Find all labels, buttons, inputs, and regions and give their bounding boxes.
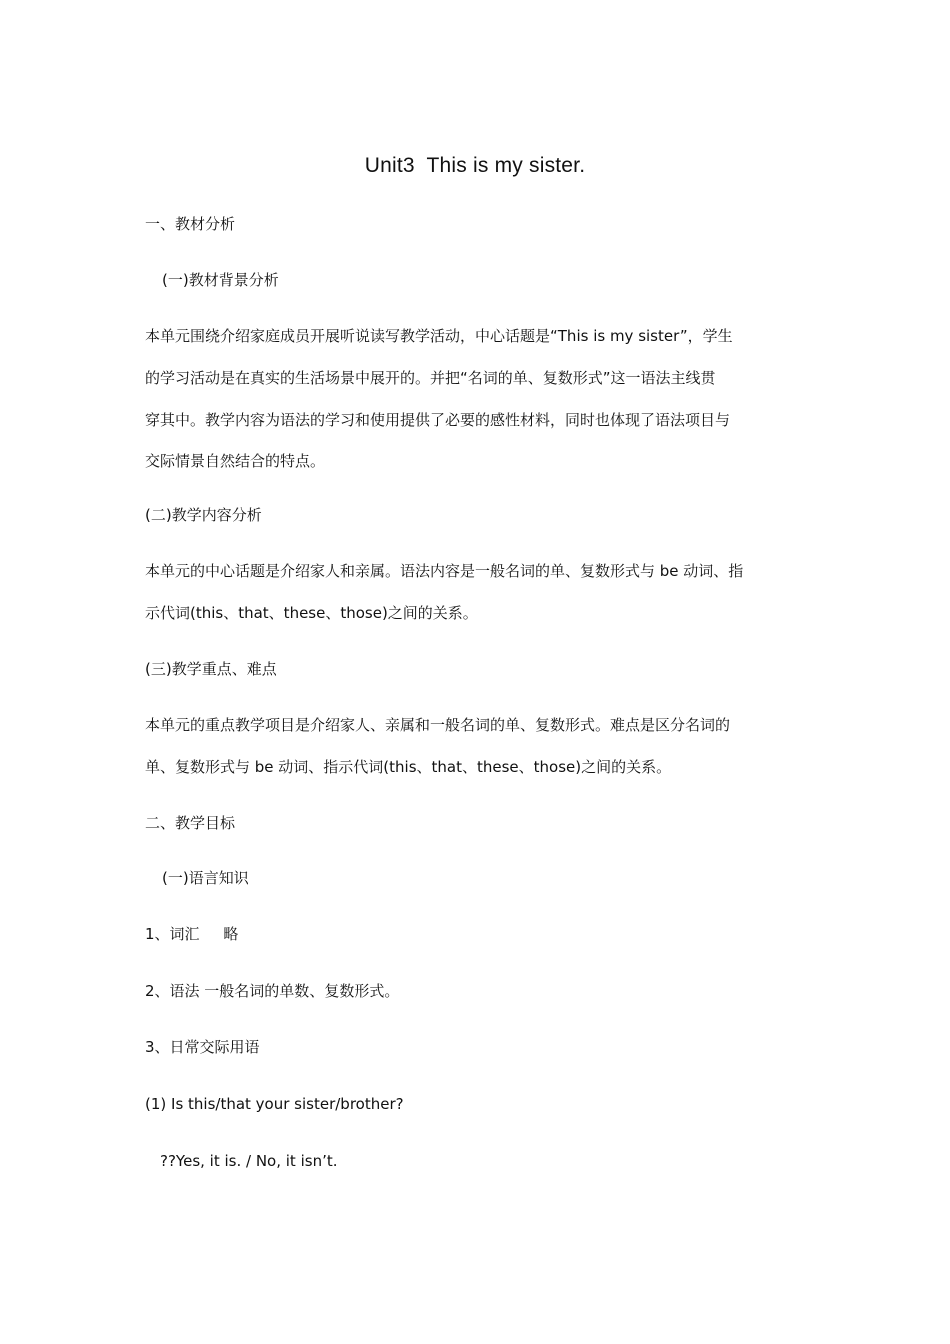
subheading-content-analysis: (二)教学内容分析 xyxy=(145,506,262,524)
list-item: 3、日常交际用语 xyxy=(145,1038,260,1056)
document-title: Unit3 This is my sister. xyxy=(364,154,586,177)
subheading-language-knowledge: (一)语言知识 xyxy=(162,869,249,887)
paragraph-line: 本单元的中心话题是介绍家人和亲属。语法内容是一般名词的单、复数形式与 be 动词、指 xyxy=(145,562,744,580)
paragraph-line: 本单元围绕介绍家庭成员开展听说读写教学活动，中心话题是“This is my sister”，学生 xyxy=(145,327,733,345)
dialogue-question: (1) Is this/that your sister/brother? xyxy=(145,1095,404,1113)
list-item: 1、词汇 略 xyxy=(145,925,239,943)
dialogue-answer: ??Yes, it is. / No, it isn’t. xyxy=(160,1152,338,1170)
section-heading-textbook-analysis: 一、教材分析 xyxy=(145,215,236,233)
list-item: 2、语法 一般名词的单数、复数形式。 xyxy=(145,982,400,1000)
subheading-key-points: (三)教学重点、难点 xyxy=(145,660,277,678)
paragraph-line: 穿其中。教学内容为语法的学习和使用提供了必要的感性材料，同时也体现了语法项目与 xyxy=(145,411,731,429)
paragraph-line: 的学习活动是在真实的生活场景中展开的。并把“名词的单、复数形式”这一语法主线贯 xyxy=(145,369,716,387)
paragraph-line: 本单元的重点教学项目是介绍家人、亲属和一般名词的单、复数形式。难点是区分名词的 xyxy=(145,716,731,734)
paragraph-line: 单、复数形式与 be 动词、指示代词(this、that、these、those)之间的关系。 xyxy=(145,758,672,776)
paragraph-line: 交际情景自然结合的特点。 xyxy=(145,452,326,470)
subheading-background-analysis: (一)教材背景分析 xyxy=(162,271,279,289)
section-heading-teaching-goals: 二、教学目标 xyxy=(145,814,236,832)
paragraph-line: 示代词(this、that、these、those)之间的关系。 xyxy=(145,604,478,622)
